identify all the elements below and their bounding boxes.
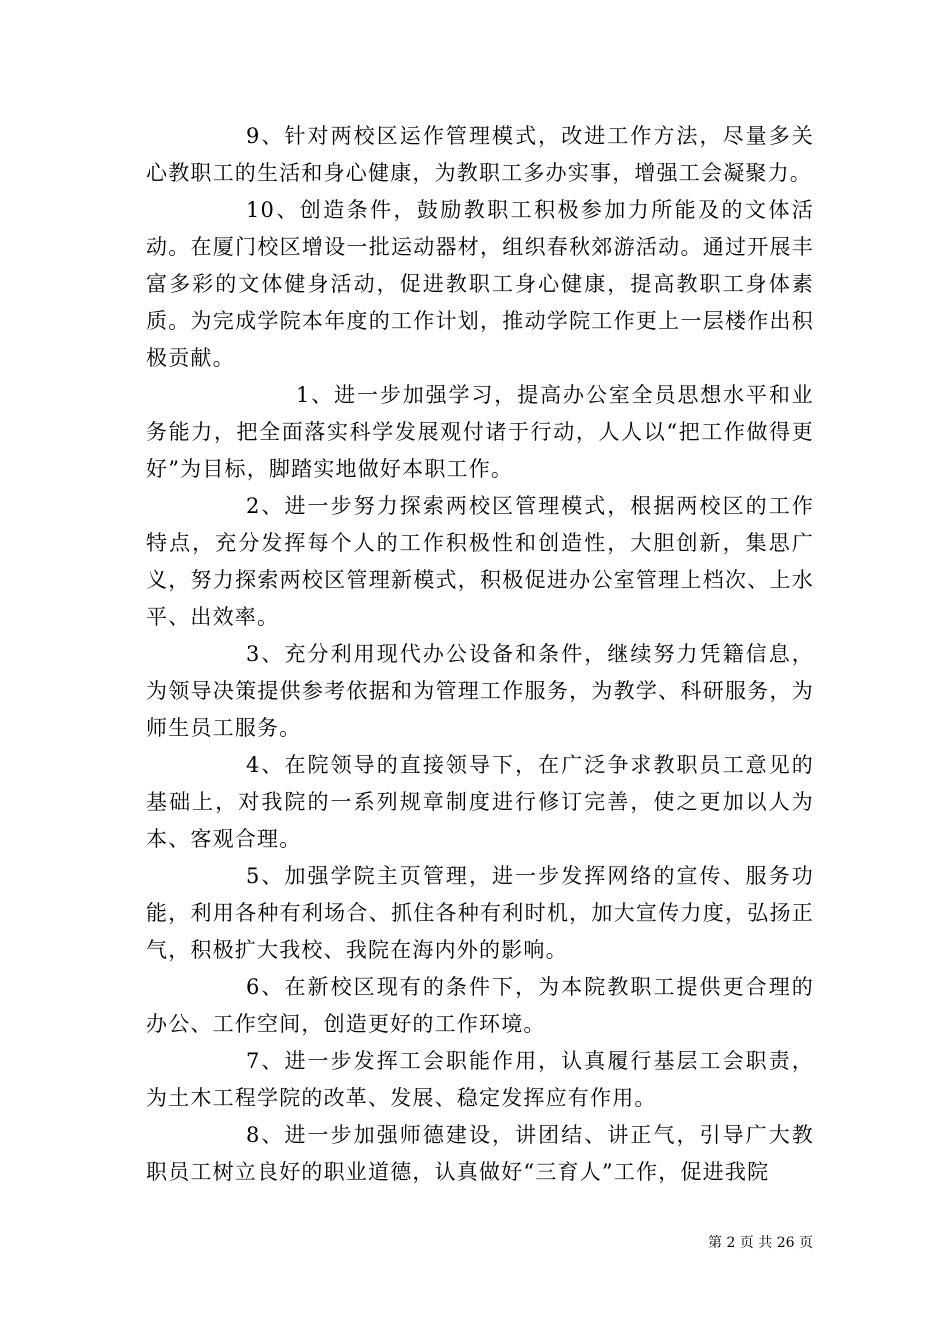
paragraph-item-6: 6、在新校区现有的条件下，为本院教职工提供更合理的办公、工作空间，创造更好的工作环境。 (146, 975, 814, 1036)
paragraph-item-4: 4、在院领导的直接领导下，在广泛争求教职员工意见的基础上，对我院的一系列规章制度进行修订完善，使之更加以人为本、客观合理。 (146, 753, 814, 851)
paragraph-item-2: 2、进一步努力探索两校区管理模式，根据两校区的工作特点，充分发挥每个人的工作积极性和创造性，大胆创新，集思广义，努力探索两校区管理新模式，积极促进办公室管理上档次、上水平、出效率。 (146, 494, 814, 629)
paragraph-item-7: 7、进一步发挥工会职能作用，认真履行基层工会职责，为土木工程学院的改革、发展、稳定发挥应有作用。 (146, 1049, 814, 1110)
paragraph-item-9: 9、针对两校区运作管理模式，改进工作方法，尽量多关心教职工的生活和身心健康，为教职工多办实事，增强工会凝聚力。 (146, 124, 814, 185)
page-number-footer: 第 2 页 共 26 页 (708, 1235, 813, 1251)
document-body (146, 118, 814, 1191)
paragraph-item-8: 8、进一步加强师德建设，讲团结、讲正气，引导广大教职员工树立良好的职业道德，认真做好“三育人”工作，促进我院 (146, 1123, 814, 1184)
paragraph-item-3: 3、充分利用现代办公设备和条件，继续努力凭籍信息，为领导决策提供参考依据和为管理工作服务，为教学、科研服务，为师生员工服务。 (146, 642, 814, 740)
paragraph-item-1: 1、进一步加强学习，提高办公室全员思想水平和业务能力，把全面落实科学发展观付诸于行动，人人以“把工作做得更好”为目标，脚踏实地做好本职工作。 (146, 383, 814, 481)
paragraph-item-10: 10、创造条件，鼓励教职工积极参加力所能及的文体活动。在厦门校区增设一批运动器材，组织春秋郊游活动。通过开展丰富多彩的文体健身活动，促进教职工身心健康，提高教职工身体素质。为完成学院本年度的工作计划，推动学院工作更上一层楼作出积极贡献。 (146, 198, 814, 370)
paragraph-item-5: 5、加强学院主页管理，进一步发挥网络的宣传、服务功能，利用各种有利场合、抓住各种有利时机，加大宣传力度，弘扬正气，积极扩大我校、我院在海内外的影响。 (146, 864, 814, 962)
